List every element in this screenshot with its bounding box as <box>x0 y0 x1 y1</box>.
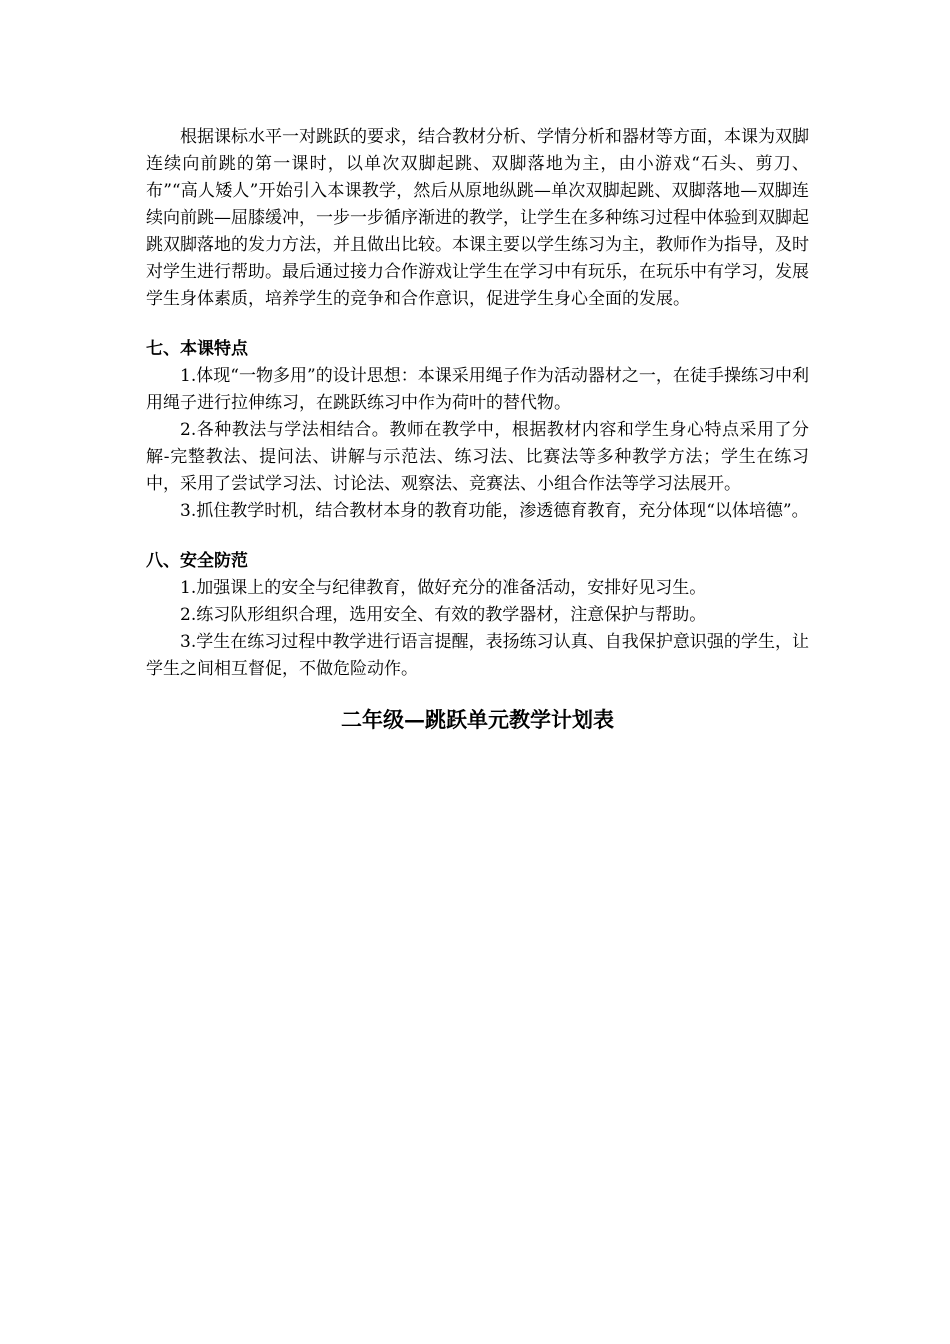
table-title: 二年级—跳跃单元教学计划表 <box>341 707 614 732</box>
section8-item-1: 1.加强课上的安全与纪律教育，做好充分的准备活动，安排好见习生。 <box>180 578 707 598</box>
section7-heading: 七、本课特点 <box>146 339 248 359</box>
section8-item-2: 2.练习队形组织合理，选用安全、有效的教学器材，注意保护与帮助。 <box>180 605 707 625</box>
section7-item-2: 2.各种教法与学法相结合。教师在教学中，根据教材内容和学生身心特点采用了分解-完整教法、提问法、讲解与示范法、练习法、比赛法等多种教学方法；学生在练习中，采用了尝试学习法、讨论法、观察法、竞赛法、小组合作法等学习法展开。 <box>146 420 809 494</box>
intro-paragraph: 根据课标水平一对跳跃的要求，结合教材分析、学情分析和器材等方面，本课为双脚连续向前跳的第一课时，以单次双脚起跳、双脚落地为主，由小游戏“石头、剪刀、布”“高人矮人”开始引入本课教学，然后从原地纵跳—单次双脚起跳、双脚落地—双脚连续向前跳—屈膝缓冲，一步一步循序渐进的教学，让学生在多种练习过程中体验到双脚起跳双脚落地的发力方法，并且做出比较。本课主要以学生练习为主，教师作为指导，及时对学生进行帮助。最后通过接力合作游戏让学生在学习中有玩乐，在玩乐中有学习，发展学生身体素质，培养学生的竞争和合作意识，促进学生身心全面的发展。 <box>146 127 809 309</box>
section8-heading: 八、安全防范 <box>146 551 248 571</box>
section7-item-1: 1.体现“一物多用”的设计思想：本课采用绳子作为活动器材之一，在徒手操练习中利用绳子进行拉伸练习，在跳跃练习中作为荷叶的替代物。 <box>146 366 809 413</box>
section8-item-3: 3.学生在练习过程中教学进行语言提醒，表扬练习认真、自我保护意识强的学生，让学生之间相互督促，不做危险动作。 <box>146 632 809 679</box>
section7-item-3: 3.抓住教学时机，结合教材本身的教育功能，渗透德育教育，充分体现“以体培德”。 <box>180 501 809 521</box>
document-page <box>146 124 809 735</box>
spacer <box>146 525 809 548</box>
spacer <box>146 313 809 336</box>
